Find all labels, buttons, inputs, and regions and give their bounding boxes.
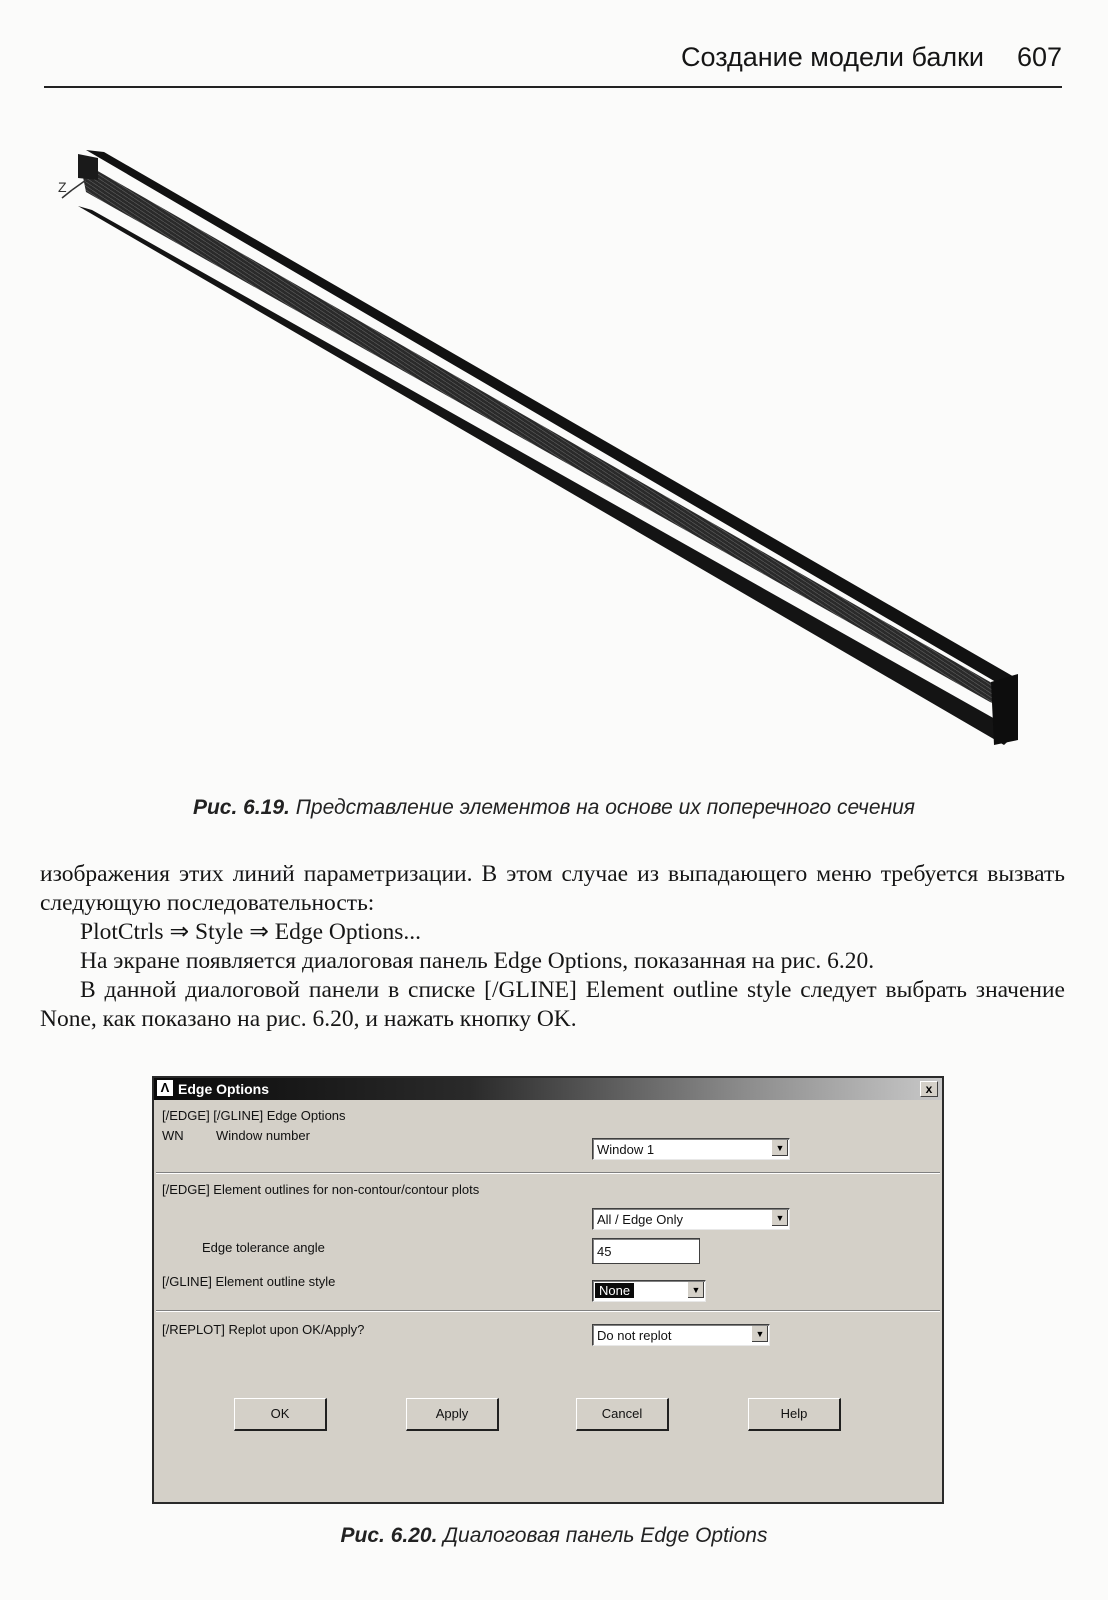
figure-caption-6-20 (0, 1524, 1108, 1548)
wn-label: Window number (216, 1128, 310, 1143)
element-outline-style-select[interactable] (592, 1280, 706, 1302)
caption-text: Диалоговая панель Edge Options (443, 1524, 768, 1547)
replot-select[interactable] (592, 1324, 770, 1346)
beam-top-flange (86, 150, 1016, 685)
cancel-button[interactable]: Cancel (576, 1398, 669, 1431)
edge-options-dialog (152, 1076, 944, 1504)
running-head (44, 28, 1062, 88)
beam-illustration (56, 150, 1056, 770)
element-outline-style-value: None (595, 1283, 634, 1298)
paragraph: изображения этих линий параметризации. В этом случае из выпадающего меню требуется вызвать следующую последовательность: (40, 861, 1065, 916)
edge-outline-select[interactable] (592, 1208, 790, 1230)
separator (156, 1172, 940, 1174)
beam-figure (56, 150, 1056, 770)
paragraph: В данной диалоговой панели в списке [/GLINE] Element outline style следует выбрать значение None, как показано на рис. 6.20, и нажать кнопку OK. (40, 977, 1065, 1032)
chevron-down-icon[interactable]: ▼ (771, 1210, 788, 1226)
paragraph: На экране появляется диалоговая панель Edge Options, показанная на рис. 6.20. (80, 948, 875, 974)
caption-number: Рис. 6.19. (192, 796, 290, 819)
chevron-down-icon[interactable]: ▼ (687, 1282, 704, 1298)
axis-label: Z (58, 179, 67, 195)
edge-tolerance-label: Edge tolerance angle (202, 1240, 325, 1255)
edge-outline-label: [/EDGE] Element outlines for non-contour/contour plots (162, 1182, 480, 1197)
caption-number: Рис. 6.20. (340, 1524, 438, 1547)
window-number-value: Window 1 (597, 1142, 655, 1157)
edge-outline-value: All / Edge Only (597, 1212, 683, 1227)
wn-code-label: WN (162, 1128, 184, 1143)
dialog-titlebar[interactable] (154, 1078, 942, 1100)
ok-button[interactable]: OK (234, 1398, 327, 1431)
edge-tolerance-value: 45 (597, 1244, 612, 1259)
figure-caption-6-19 (0, 796, 1108, 820)
window-number-select[interactable] (592, 1138, 790, 1160)
caption-text: Представление элементов на основе их поперечного сечения (295, 796, 916, 819)
edge-tolerance-input[interactable] (592, 1238, 700, 1264)
help-button[interactable]: Help (748, 1398, 841, 1431)
beam-bottom-flange (78, 206, 1018, 745)
ansys-logo-icon: Λ (157, 1080, 173, 1096)
page-number: 607 (1016, 42, 1062, 72)
axis-triad (72, 180, 86, 190)
section-label-edge-options: [/EDGE] [/GLINE] Edge Options (162, 1108, 346, 1123)
replot-value: Do not replot (597, 1328, 672, 1343)
body-text (40, 860, 1065, 1034)
chevron-down-icon[interactable]: ▼ (751, 1326, 768, 1342)
apply-button[interactable]: Apply (406, 1398, 499, 1431)
element-outline-style-label: [/GLINE] Element outline style (162, 1274, 336, 1289)
menu-path: PlotCtrls ⇒ Style ⇒ Edge Options... (80, 919, 421, 945)
dialog-title: Edge Options (178, 1081, 269, 1097)
replot-label: [/REPLOT] Replot upon OK/Apply? (162, 1322, 365, 1337)
close-icon[interactable]: x (920, 1081, 938, 1097)
running-head-title: Создание модели балки (681, 42, 984, 72)
chevron-down-icon[interactable]: ▼ (771, 1140, 788, 1156)
separator (156, 1310, 940, 1312)
beam-web (82, 170, 1018, 710)
